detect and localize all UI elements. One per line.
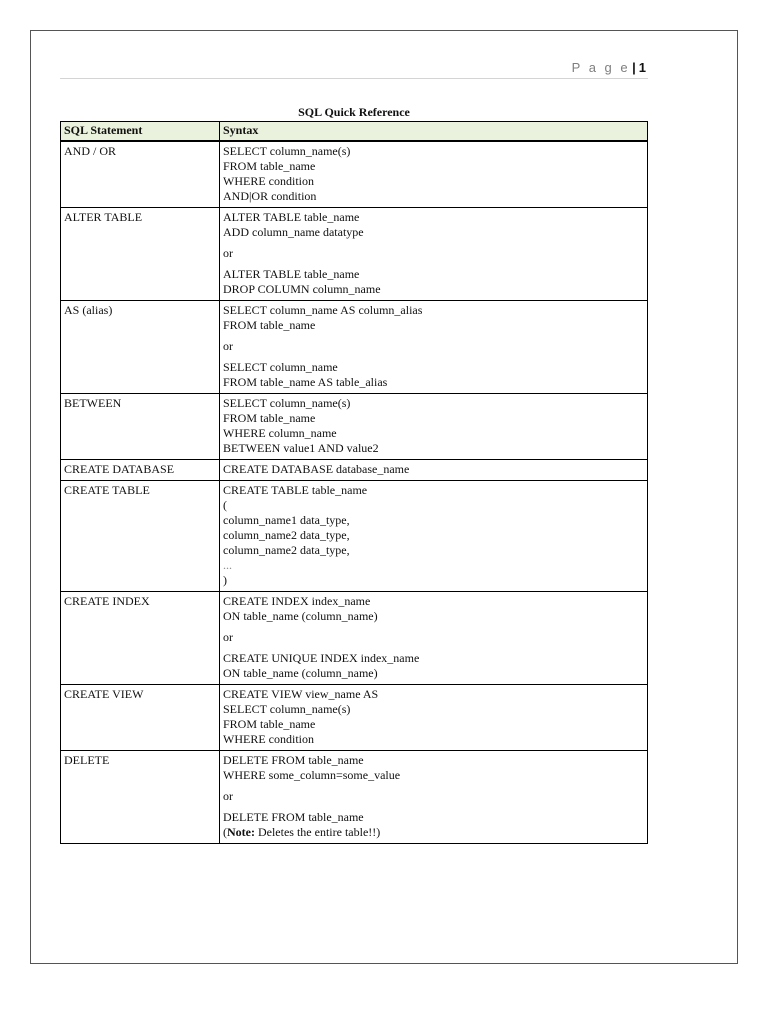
page-separator: |	[632, 60, 636, 75]
syntax-or-separator: or	[223, 789, 233, 803]
syntax-cell	[220, 751, 648, 844]
syntax-note: (Note: Deletes the entire table!!)	[223, 825, 381, 839]
page-label: P a g e	[571, 60, 631, 75]
syntax-or-separator: or	[223, 630, 233, 644]
table-row	[61, 301, 648, 394]
table-row	[61, 592, 648, 685]
syntax-line: (	[223, 498, 227, 512]
syntax-line: FROM table_name	[223, 411, 316, 425]
syntax-line: column_name2 data_type,	[223, 543, 350, 557]
syntax-line: DELETE FROM table_name	[223, 810, 364, 824]
syntax-or-separator: or	[223, 246, 233, 260]
syntax-line: SELECT column_name(s)	[223, 396, 351, 410]
syntax-line: )	[223, 573, 227, 587]
page-header	[60, 59, 648, 79]
syntax-line: ADD column_name datatype	[223, 225, 364, 239]
syntax-cell	[220, 460, 648, 481]
syntax-line: FROM table_name	[223, 717, 316, 731]
syntax-cell	[220, 301, 648, 394]
syntax-line: CREATE VIEW view_name AS	[223, 687, 379, 701]
table-row	[61, 685, 648, 751]
sql-reference-table	[60, 121, 648, 844]
column-header-syntax: Syntax	[220, 122, 648, 142]
syntax-line: ON table_name (column_name)	[223, 666, 378, 680]
syntax-line: WHERE condition	[223, 732, 314, 746]
syntax-line: CREATE DATABASE database_name	[223, 462, 410, 476]
syntax-line: ...	[223, 558, 232, 572]
table-row	[61, 460, 648, 481]
table-row	[61, 751, 648, 844]
note-label: Note:	[227, 825, 255, 839]
document-title: SQL Quick Reference	[298, 105, 410, 119]
syntax-line: CREATE TABLE table_name	[223, 483, 368, 497]
table-row	[61, 394, 648, 460]
syntax-line: AND|OR condition	[223, 189, 317, 203]
statement-cell: CREATE INDEX	[61, 592, 220, 685]
syntax-line: SELECT column_name	[223, 360, 338, 374]
syntax-cell	[220, 208, 648, 301]
statement-cell: AND / OR	[61, 141, 220, 208]
table-row	[61, 141, 648, 208]
note-text: Deletes the entire table!!)	[254, 825, 381, 839]
syntax-cell	[220, 685, 648, 751]
statement-cell: DELETE	[61, 751, 220, 844]
page-number: 1	[638, 60, 646, 75]
syntax-line: column_name2 data_type,	[223, 528, 350, 542]
syntax-line: WHERE condition	[223, 174, 314, 188]
syntax-line: FROM table_name	[223, 159, 316, 173]
syntax-line: SELECT column_name(s)	[223, 702, 351, 716]
syntax-line: SELECT column_name(s)	[223, 144, 351, 158]
table-row	[61, 208, 648, 301]
syntax-line: WHERE some_column=some_value	[223, 768, 401, 782]
syntax-line: DELETE FROM table_name	[223, 753, 364, 767]
syntax-cell	[220, 394, 648, 460]
column-header-statement: SQL Statement	[61, 122, 220, 142]
syntax-line: ALTER TABLE table_name	[223, 210, 360, 224]
syntax-cell	[220, 481, 648, 592]
statement-cell: ALTER TABLE	[61, 208, 220, 301]
statement-cell: CREATE VIEW	[61, 685, 220, 751]
syntax-line: DROP COLUMN column_name	[223, 282, 381, 296]
syntax-or-separator: or	[223, 339, 233, 353]
syntax-line: CREATE UNIQUE INDEX index_name	[223, 651, 420, 665]
syntax-cell	[220, 141, 648, 208]
table-row	[61, 481, 648, 592]
table-header-row	[61, 122, 648, 142]
syntax-line: column_name1 data_type,	[223, 513, 350, 527]
syntax-line: CREATE INDEX index_name	[223, 594, 371, 608]
syntax-line: FROM table_name	[223, 318, 316, 332]
syntax-line: FROM table_name AS table_alias	[223, 375, 388, 389]
syntax-cell	[220, 592, 648, 685]
statement-cell: BETWEEN	[61, 394, 220, 460]
syntax-line: BETWEEN value1 AND value2	[223, 441, 379, 455]
syntax-line: WHERE column_name	[223, 426, 337, 440]
statement-cell: CREATE DATABASE	[61, 460, 220, 481]
syntax-line: ON table_name (column_name)	[223, 609, 378, 623]
syntax-line: SELECT column_name AS column_alias	[223, 303, 423, 317]
statement-cell: AS (alias)	[61, 301, 220, 394]
statement-cell: CREATE TABLE	[61, 481, 220, 592]
page-number-indicator	[572, 60, 646, 75]
syntax-line: ALTER TABLE table_name	[223, 267, 360, 281]
